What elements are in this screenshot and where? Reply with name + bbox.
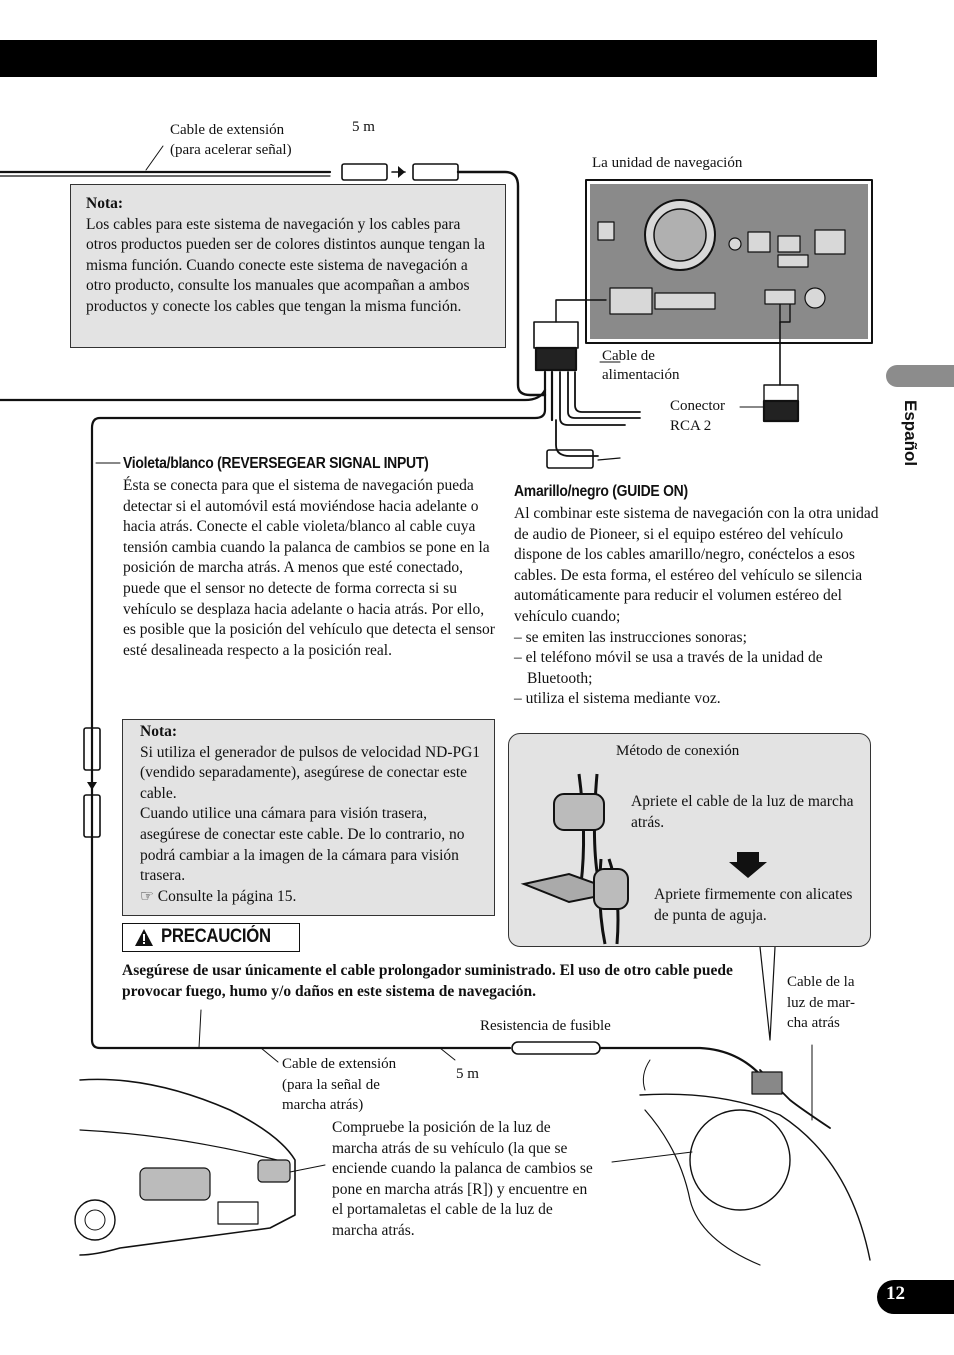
yellow-bullet-1: – se emiten las instrucciones sonoras;	[514, 628, 747, 646]
check-reverse-light-text: Compruebe la posición de la luz de marcha atrás de su vehículo (la que se enciende cuando la palanca de cambios se pone en marcha atrás [R]) y encuentre en el portamaletas el cable de la luz de marcha atrás.	[332, 1119, 593, 1239]
reverse-ext-cable-label: Cable de extensión (para la señal de marcha atrás)	[282, 1056, 397, 1113]
note2-title: Nota:	[140, 723, 178, 740]
note2-ref-text: Consulte la página 15.	[157, 887, 297, 905]
caution-text: Asegúrese de usar únicamente el cable prolongador suministrado. El uso de otro cable puede provocar fuego, humo y/o daños en este sistema de navegación.	[122, 962, 733, 1000]
yellow-black-text: Al combinar este sistema de navegación con la otra unidad de audio de Pioneer, si el equipo estéreo del vehículo dispone de los cables amarillo/negro, conéctelos a esos cables. De esta forma, el estéreo del vehículo se silencia automáticamente para reducir el volumen estéreo del vehículo cuando;	[514, 505, 879, 625]
note-box-cables	[70, 184, 506, 348]
note-text: Los cables para este sistema de navegación y los cables para otros productos pueden ser de colores distintos aunque tengan la misma función. Cuando conecte este sistema de navegación a otro producto, consulte los manuales que acompañan a ambos productos y conecte los cables que tengan la misma función.	[86, 215, 486, 315]
method-step-1: Apriete el cable de la luz de marcha atrás.	[631, 793, 854, 831]
ext-cable-label: Cable de extensión (para acelerar señal)	[170, 122, 292, 158]
method-title: Método de conexión	[616, 743, 740, 759]
reverse-ext-cable-length: 5 m	[456, 1066, 479, 1082]
yellow-bullet-3: – utiliza el sistema mediante voz.	[514, 690, 721, 708]
note2-para1: Si utiliza el generador de pulsos de velocidad ND-PG1 (vendido separadamente), asegúrese de conectar este cable.	[140, 743, 481, 802]
language-label: Español	[901, 400, 920, 467]
violet-white-heading: Violeta/blanco (REVERSEGEAR SIGNAL INPUT)	[123, 455, 429, 472]
connection-method-box	[508, 733, 871, 947]
method-step-2: Apriete firmemente con alicates de punta de aguja.	[654, 886, 853, 924]
fuse-label: Resistencia de fusible	[480, 1018, 611, 1034]
page-number: 12	[886, 1283, 905, 1304]
rca-connector-label: Conector RCA 2	[670, 398, 725, 434]
ext-cable-length: 5 m	[352, 119, 375, 135]
yellow-black-section	[514, 504, 880, 710]
hand-pointer-icon: ☞	[140, 887, 154, 905]
note-title: Nota:	[86, 195, 124, 212]
yellow-black-heading: Amarillo/negro (GUIDE ON)	[514, 483, 688, 500]
warning-triangle-icon	[133, 926, 163, 952]
note2-ref	[140, 887, 486, 908]
reverse-cable-label: Cable de la luz de mar- cha atrás	[787, 974, 855, 1031]
caution-label: PRECAUCIÓN	[161, 926, 271, 947]
nav-unit-label: La unidad de navegación	[592, 155, 743, 171]
note2-para2: Cuando utilice una cámara para visión trasera, asegúrese de conectar este cable. De lo contrario, no podrá cambiar a la imagen de la cámara para visión trasera.	[140, 805, 465, 885]
caution-badge	[122, 923, 300, 952]
note-box-pulse	[122, 719, 495, 916]
violet-white-text: Ésta se conecta para que el sistema de navegación pueda detectar si el automóvil está moviéndose hacia adelante o hacia atrás. Conecte el cable violeta/blanco al cable cuya tensión cambia cuando la palanca de cambios se pone en la posición de marcha atrás. A menos que esté conectado, puede que el sensor no detecte de forma correcta si su vehículo se desplaza hacia adelante o hacia atrás. Por ello, es posible que la posición del vehículo que detecta el sensor esté desalineada respecto a la posición real.	[123, 477, 495, 659]
power-cable-label: Cable de alimentación	[602, 348, 680, 383]
yellow-bullet-2: – el teléfono móvil se usa a través de la unidad de Bluetooth;	[514, 649, 823, 687]
